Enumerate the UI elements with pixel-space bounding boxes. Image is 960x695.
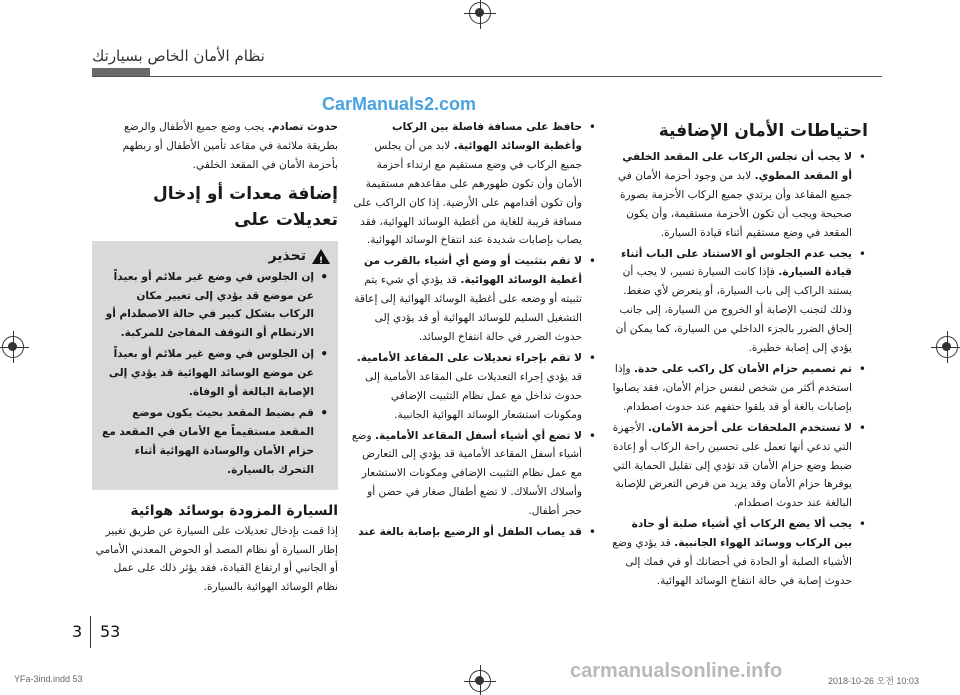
warning-label: تحذير: [268, 247, 306, 264]
list-item: • تم تصميم حزام الأمان كل راكب على حدة. وإذا استخدم أكثر من شخص لنفس حزام الأمان، فقد يصابوا بإصابات بالغة أو قد يلقوا حتفهم عند حدوث اصطدام.: [612, 360, 868, 417]
list-item: • لا تقم بتثبيت أو وضع أي أشياء بالقرب من أغطية الوسائد الهوائية. قد يؤدي أي شيء يتم تثبيته أو وضعه على أغطية الوسائد الهوائية إلى إعاقة التشغيل السليم للوسائد الهوائية أو قد يؤدي إلى حدوث الضرر في حالة انتفاخ الوسائد.: [350, 252, 598, 347]
list-item: • إن الجلوس في وضع غير ملائم أو بعيداً عن موضع الوسائد الهوائية قد يؤدي إلى الإصابة البالغة أو الوفاة.: [100, 345, 330, 402]
footer-file-name: YFa-3ind.indd 53: [14, 674, 83, 684]
list-item: • لا تقم بإجراء تعديلات على المقاعد الأمامية. قد يؤدي إجراء التعديلات على المقاعد الأمامية إلى حدوث تداخل مع عمل نظام التثبيت الإضافي ومكونات استشعار الوسائد الهوائية الجانبية.: [350, 349, 598, 425]
list-item: • قد يصاب الطفل أو الرضيع بإصابة بالغة عند: [350, 523, 598, 542]
registration-mark-left: [2, 336, 24, 358]
registration-mark-right: [936, 336, 958, 358]
page-number-divider: [90, 616, 91, 648]
right-column: [612, 118, 868, 593]
page-header-title: نظام الأمان الخاص بسيارتك: [92, 47, 265, 65]
warning-box: [92, 241, 338, 490]
list-item: • لا تستخدم الملحقات على أحزمة الأمان. الأجهزة التي تدعي أنها تعمل على تحسين راحة الركاب أو إعادة ضبط وضع حزام الأمان قد تؤدي إلى تقليل الحماية التي يوفرها حزام الأمان وقد يزيد من فرص التعرض للإصابة البالغة عند حدوث اصطدام.: [612, 419, 868, 514]
list-item: • قم بضبط المقعد بحيث يكون موضع المقعد مستقيماً مع الأمان في المقعد مع حزام الأمان والوسادة الهوائية أثناء التحرك بالسيارة.: [100, 404, 330, 480]
list-item: • يجب عدم الجلوس أو الاستناد على الباب أثناء قيادة السيارة. فإذا كانت السيارة تسير، لا يجب أن يستند الراكب إلى باب السيارة، أو يتعرض لأي ضغط. وذلك لتجنب الإصابة أو الخروج من السيارة، إلى جانب إلحاق الضرر بالجزء الداخلي من السيارة، كما يمكن أن يؤدي إلى إصابة خطيرة.: [612, 245, 868, 358]
middle-column: [350, 118, 598, 544]
left-column: [92, 118, 338, 597]
header-rule: [92, 76, 882, 77]
watermark-bottom[interactable]: carmanualsonline.info: [570, 660, 783, 682]
list-item: • لا يجب أن تجلس الركاب على المقعد الخلفي أو المقعد المطوي. لابد من وجود أحزمة الأمان في جميع المقاعد وأن يرتدي جميع الركاب الأحزمة بصورة صحيحة ويجب أن تكون الأحزمة مستقيمة، وأن يكون المقعد في وضع مستقيم أثناء قيادة السيارة.: [612, 148, 868, 243]
page-number: 53: [100, 622, 121, 641]
footer-date: 2018-10-26 오전 10:03: [828, 676, 919, 686]
subsection-title: السيارة المزودة بوسائد هوائية: [130, 502, 338, 519]
list-item: • إن الجلوس في وضع غير ملائم أو بعيداً عن موضع قد يؤدي إلى تغيير مكان الركاب بشكل كبير في حالة الاصطدام أو الارتطام أو التوقف المفاجئ للمركبة.: [100, 268, 330, 344]
registration-mark-top: [469, 2, 491, 24]
section-title-additional-precautions: احتياطات الأمان الإضافية: [658, 121, 868, 141]
list-item: • حافظ على مسافة فاصلة بين الركاب وأغطية الوسائد الهوائية. لابد من أن يجلس جميع الركاب في وضع مستقيم مع ارتداء أحزمة الأمان وأن تكون ظهورهم على مقاعدهم مستقيمة وأن تكون أقدامهم على الأرضية. إذا كان الراكب على مسافة قريبة للغاية من أغطية الوسائد الهوائية، فقد يصاب بإصابات شديدة عند انتفاخ الوسائد الهوائية.: [350, 118, 598, 250]
warning-header: [100, 247, 330, 266]
registration-mark-bottom: [469, 670, 491, 692]
list-item: • يجب ألا يضع الركاب أي أشياء صلبة أو حادة بين الركاب ووسائد الهواء الجانبية. قد يؤدي وضع الأشياء الصلبة أو الحادة في أحضانك أو في فمك إلى حدوث إصابة في حالة انتفاخ الوسائد الهوائية.: [612, 515, 868, 591]
section-title-modifications: إضافة معدات أو إدخال تعديلات على: [152, 183, 338, 230]
intro-paragraph: حدوث تصادم. يجب وضع جميع الأطفال والرضع بطريقة ملائمة في مقاعد تأمين الأطفال أو ربطهم بأحزمة الأمان في المقعد الخلفي.: [122, 121, 338, 171]
watermark-top[interactable]: CarManuals2.com: [322, 94, 477, 114]
warning-triangle-icon: [312, 249, 330, 264]
chapter-number: 3: [72, 622, 83, 641]
list-item: • لا تضع أي أشياء أسفل المقاعد الأمامية. وضع أشياء أسفل المقاعد الأمامية قد يؤدي إلى التعارض مع عمل نظام التثبيت الإضافي ومكونات الاستشعار وأسلاك الأسلاك. لا تضع أطفال صغار في حضن أو حجر أطفال.: [350, 427, 598, 522]
subsection-paragraph: إذا قمت بإدخال تعديلات على السيارة عن طريق تغيير إطار السيارة أو نظام المصد أو الحوض المعدني الأمامي أو الجانبي أو ارتفاع القيادة، فقد يؤثر ذلك على عمل نظام الوسائد الهوائية بالسيارة.: [95, 524, 338, 594]
header-tab-marker: [92, 68, 150, 76]
